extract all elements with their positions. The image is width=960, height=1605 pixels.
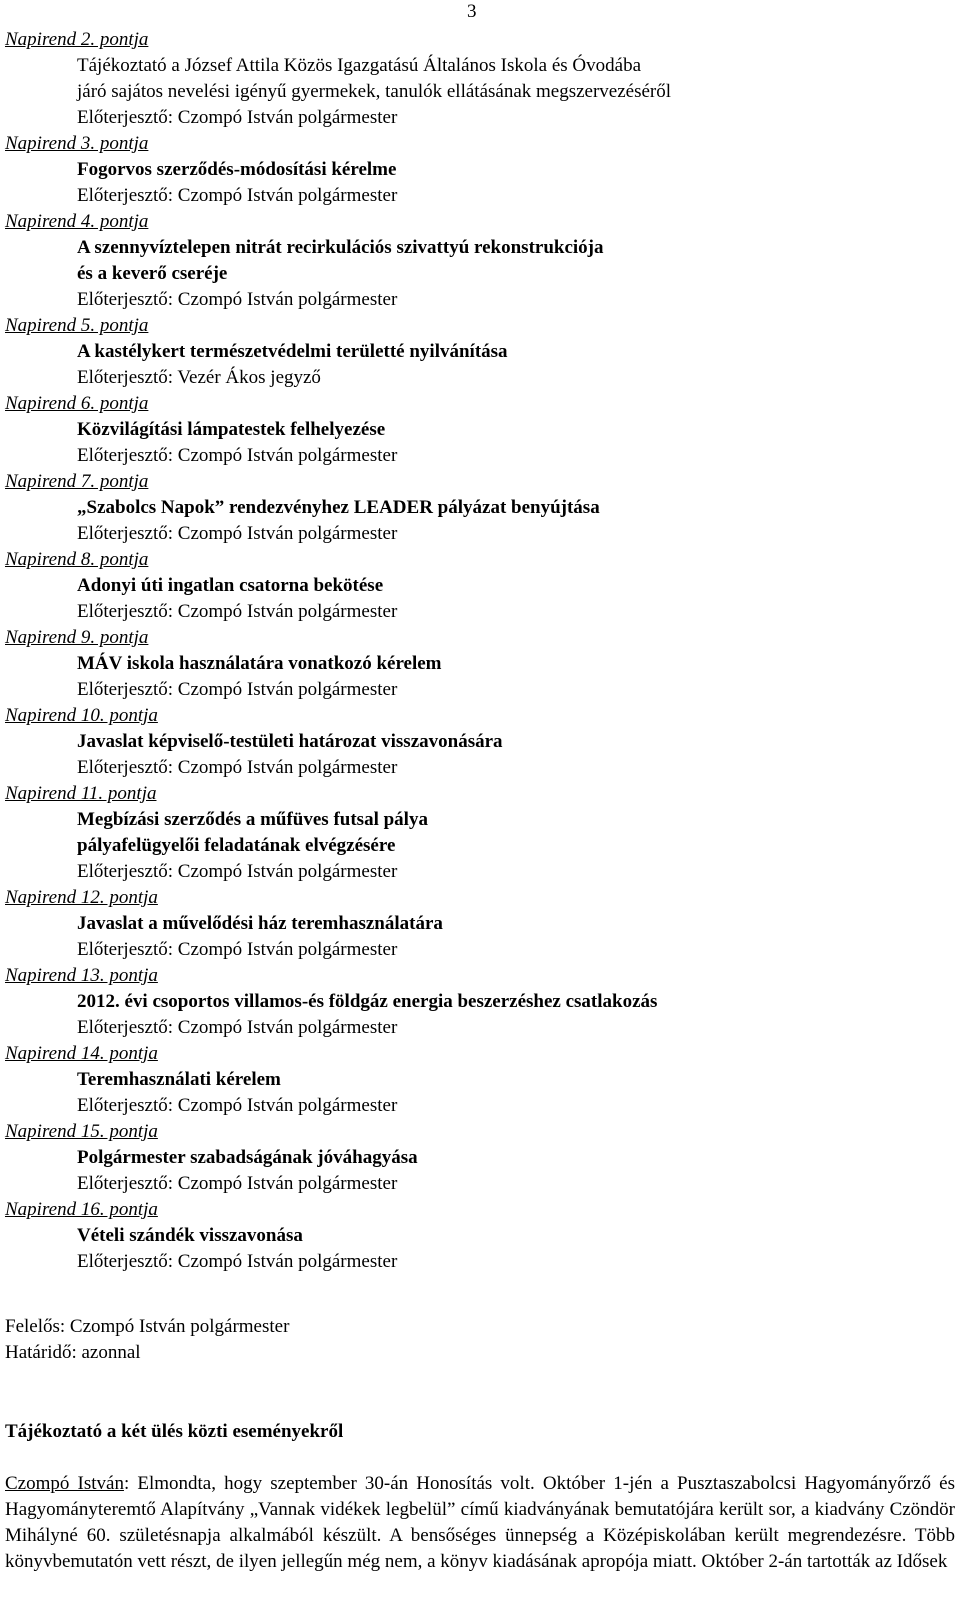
agenda-item-title-line: Adonyi úti ingatlan csatorna bekötése [77, 575, 384, 596]
agenda-item-title [77, 573, 955, 599]
agenda-item-title-line: járó sajátos nevelési igényű gyermekek, tanulók ellátásának megszervezéséről [77, 81, 672, 102]
agenda-item-title-line: Fogorvos szerződés-módosítási kérelme [77, 159, 397, 180]
agenda-item-title [77, 339, 955, 365]
agenda-item-presenter: Előterjesztő: Czompó István polgármester [77, 289, 398, 310]
agenda-item [5, 547, 955, 625]
agenda-item-header: Napirend 4. pontja [5, 211, 149, 232]
agenda-item [5, 209, 955, 313]
agenda-item-header: Napirend 10. pontja [5, 705, 158, 726]
agenda-item [5, 885, 955, 963]
agenda-item-presenter: Előterjesztő: Czompó István polgármester [77, 861, 398, 882]
agenda-item-title [77, 235, 955, 287]
agenda-item-presenter: Előterjesztő: Czompó István polgármester [77, 523, 398, 544]
agenda-item-title-line: pályafelügyelői feladatának elvégzésére [77, 835, 396, 856]
agenda-item-title [77, 495, 955, 521]
agenda-item-title [77, 157, 955, 183]
agenda-item-title-line: MÁV iskola használatára vonatkozó kérelem [77, 653, 442, 674]
speaker-name: Czompó István [5, 1473, 124, 1494]
agenda-item-header: Napirend 5. pontja [5, 315, 149, 336]
agenda-item-presenter: Előterjesztő: Czompó István polgármester [77, 185, 398, 206]
agenda-item-presenter: Előterjesztő: Czompó István polgármester [77, 1095, 398, 1116]
agenda-item-header: Napirend 7. pontja [5, 471, 149, 492]
body-paragraph [5, 1471, 955, 1575]
agenda-item-title-line: Megbízási szerződés a műfüves futsal pálya [77, 809, 428, 830]
agenda-item-title-line: Javaslat képviselő-testületi határozat visszavonására [77, 731, 503, 752]
agenda-item-header: Napirend 3. pontja [5, 133, 149, 154]
agenda-item-header: Napirend 15. pontja [5, 1121, 158, 1142]
agenda-list [5, 27, 955, 1275]
agenda-item-presenter: Előterjesztő: Czompó István polgármester [77, 107, 398, 128]
page-number: 3 [467, 1, 477, 22]
agenda-item [5, 469, 955, 547]
agenda-item-header: Napirend 13. pontja [5, 965, 158, 986]
resolution-footer [5, 1314, 289, 1366]
agenda-item-presenter: Előterjesztő: Czompó István polgármester [77, 757, 398, 778]
agenda-item-presenter: Előterjesztő: Czompó István polgármester [77, 1173, 398, 1194]
agenda-item-title [77, 807, 955, 859]
agenda-item [5, 1119, 955, 1197]
agenda-item-title-line: „Szabolcs Napok” rendezvényhez LEADER pályázat benyújtása [77, 497, 600, 518]
agenda-item [5, 1197, 955, 1275]
agenda-item-presenter: Előterjesztő: Czompó István polgármester [77, 939, 398, 960]
agenda-item-title [77, 53, 955, 105]
agenda-item-title [77, 1145, 955, 1171]
agenda-item [5, 27, 955, 131]
agenda-item-header: Napirend 6. pontja [5, 393, 149, 414]
agenda-item-title [77, 989, 955, 1015]
agenda-item-title [77, 1067, 955, 1093]
agenda-item-title-line: A szennyvíztelepen nitrát recirkulációs szivattyú rekonstrukciója [77, 237, 604, 258]
agenda-item-title-line: 2012. évi csoportos villamos-és földgáz energia beszerzéshez csatlakozás [77, 991, 658, 1012]
agenda-item [5, 625, 955, 703]
agenda-item-presenter: Előterjesztő: Vezér Ákos jegyző [77, 367, 321, 388]
agenda-item-presenter: Előterjesztő: Czompó István polgármester [77, 601, 398, 622]
agenda-item-title-line: Vételi szándék visszavonása [77, 1225, 303, 1246]
responsible-line: Felelős: Czompó István polgármester [5, 1316, 290, 1337]
agenda-item-title [77, 651, 955, 677]
agenda-item-header: Napirend 2. pontja [5, 29, 149, 50]
agenda-item-title-line: Teremhasználati kérelem [77, 1069, 281, 1090]
deadline-line: Határidő: azonnal [5, 1342, 141, 1363]
agenda-item-title-line: és a keverő cseréje [77, 263, 228, 284]
agenda-item-presenter: Előterjesztő: Czompó István polgármester [77, 1017, 398, 1038]
agenda-item-title-line: Közvilágítási lámpatestek felhelyezése [77, 419, 386, 440]
agenda-item-header: Napirend 12. pontja [5, 887, 158, 908]
agenda-item-presenter: Előterjesztő: Czompó István polgármester [77, 679, 398, 700]
section-heading: Tájékoztató a két ülés közti eseményekről [5, 1421, 344, 1442]
agenda-item-header: Napirend 14. pontja [5, 1043, 158, 1064]
agenda-item-header: Napirend 11. pontja [5, 783, 157, 804]
agenda-item-title [77, 911, 955, 937]
agenda-item [5, 1041, 955, 1119]
agenda-item [5, 131, 955, 209]
agenda-item [5, 703, 955, 781]
agenda-item-header: Napirend 9. pontja [5, 627, 149, 648]
agenda-item [5, 313, 955, 391]
agenda-item-presenter: Előterjesztő: Czompó István polgármester [77, 445, 398, 466]
agenda-item-title-line: Tájékoztató a József Attila Közös Igazgatású Általános Iskola és Óvodába [77, 55, 642, 76]
agenda-item-title [77, 1223, 955, 1249]
agenda-item-title [77, 729, 955, 755]
agenda-item [5, 781, 955, 885]
agenda-item-header: Napirend 8. pontja [5, 549, 149, 570]
agenda-item-title-line: Javaslat a művelődési ház teremhasználatára [77, 913, 443, 934]
agenda-item-title-line: Polgármester szabadságának jóváhagyása [77, 1147, 418, 1168]
agenda-item [5, 391, 955, 469]
agenda-item-presenter: Előterjesztő: Czompó István polgármester [77, 1251, 398, 1272]
paragraph-text: : Elmondta, hogy szeptember 30-án Honosítás volt. Október 1-jén a Pusztaszabolcsi Hagyományőrző és Hagyományteremtő Alapítvány „Vannak vidékek legbelül” című kiadványának bemutatójára került sor, a kiadvány Czöndör Mihályné 60. születésnapja alkalmából készült. A bensőséges ünnepség a Középiskolában került megrendezésre. Több könyvbemutatón vett részt, de ilyen jellegűn még nem, a könyv kiadásának apropója miatt. Október 2-án tartották az Idősek [5, 1473, 955, 1572]
agenda-item-header: Napirend 16. pontja [5, 1199, 158, 1220]
agenda-item-title-line: A kastélykert természetvédelmi területté nyilvánítása [77, 341, 508, 362]
agenda-item [5, 963, 955, 1041]
agenda-item-title [77, 417, 955, 443]
